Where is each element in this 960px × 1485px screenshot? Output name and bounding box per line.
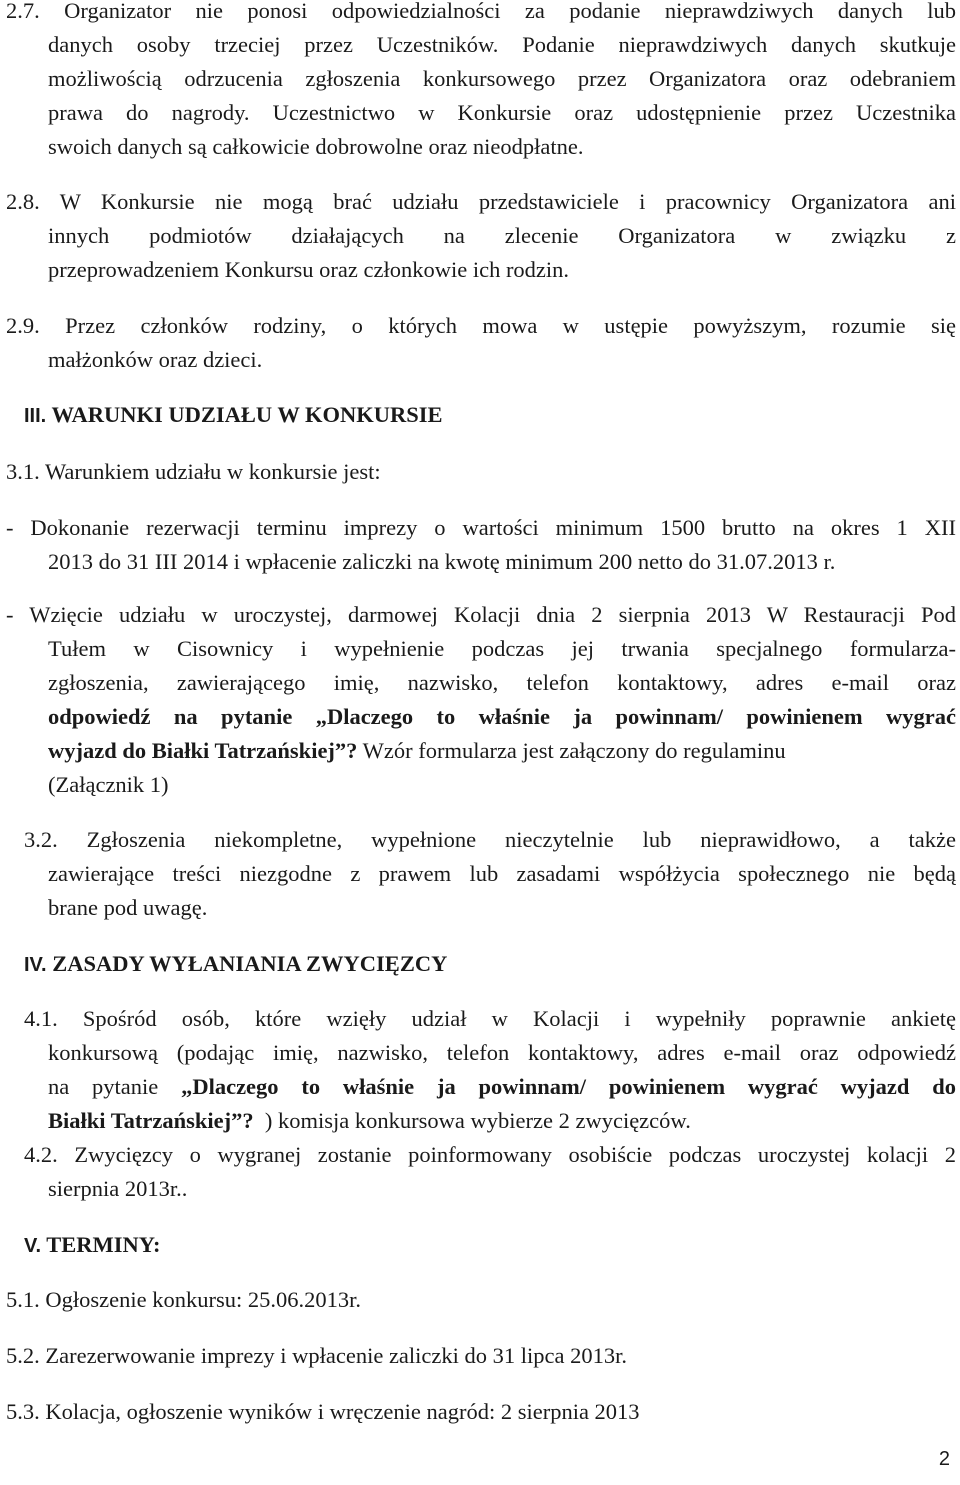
paragraph-line: brane pod uwagę.	[48, 895, 208, 920]
paragraph-line: przeprowadzeniem Konkursu oraz członkowie ich rodzin.	[48, 257, 570, 282]
term-5-2	[6, 1339, 627, 1373]
paragraph-line: Tułem w Cisownicy i wypełnienie podczas jej trwania specjalnego formularza-	[48, 636, 956, 661]
paragraph-line	[6, 1070, 956, 1104]
section-title: TERMINY:	[46, 1232, 161, 1257]
section-number: III.	[24, 405, 47, 427]
paragraph-line	[6, 1104, 956, 1138]
paragraph-line	[6, 734, 956, 768]
paragraph-line: 3.1. Warunkiem udziału w konkursie jest:	[6, 459, 381, 484]
condition-item-1	[6, 511, 956, 579]
paragraph-line: małżonków oraz dzieci.	[48, 347, 263, 372]
paragraph-line: 2.7. Organizator nie ponosi odpowiedzialności za podanie nieprawdziwych danych lub	[6, 0, 956, 23]
term-text: 5.1. Ogłoszenie konkursu: 25.06.2013r.	[6, 1287, 361, 1312]
term-text: 5.3. Kolacja, ogłoszenie wyników i wręczenie nagród: 2 sierpnia 2013	[6, 1399, 640, 1424]
paragraph-line: - Dokonanie rezerwacji terminu imprezy o wartości minimum 1500 brutto na okres 1 XII	[6, 515, 956, 540]
section-heading-iii	[24, 398, 443, 432]
section-heading-v	[24, 1228, 160, 1262]
paragraph-line: 4.2. Zwycięzcy o wygranej zostanie poinformowany osobiście podczas uroczystej kolacji 2	[24, 1142, 956, 1167]
inline-text: na pytanie	[48, 1074, 182, 1099]
page-number: 2	[938, 1448, 950, 1470]
paragraph-line: 2013 do 31 III 2014 i wpłacenie zaliczki na kwotę minimum 200 netto do 31.07.2013 r.	[48, 549, 836, 574]
paragraph-2-9	[6, 309, 956, 377]
paragraph-line: 4.1. Spośród osób, które wzięły udział w Kolacji i wypełniły poprawnie ankietę	[24, 1006, 956, 1031]
section-title: WARUNKI UDZIAŁU W KONKURSIE	[51, 402, 443, 427]
paragraph-line: zawierające treści niezgodne z prawem lub zasadami współżycia społecznego nie będą	[48, 861, 956, 886]
paragraph-line: zgłoszenia, zawierającego imię, nazwisko, telefon kontaktowy, adres e-mail oraz	[48, 670, 956, 695]
paragraph-line: danych osoby trzeciej przez Uczestników. Podanie nieprawdziwych danych skutkuje	[48, 32, 956, 57]
inline-text: ) komisja konkursowa wybierze 2 zwycięzców.	[253, 1108, 691, 1133]
section-title: ZASADY WYŁANIANIA ZWYCIĘZCY	[52, 951, 448, 976]
paragraph-4-2	[6, 1138, 956, 1206]
paragraph-line: - Wzięcie udziału w uroczystej, darmowej Kolacji dnia 2 sierpnia 2013 W Restauracji Pod	[6, 602, 956, 627]
bold-question: Białki Tatrzańskiej”?	[48, 1108, 254, 1133]
bold-question: wyjazd do Białki Tatrzańskiej”?	[48, 738, 358, 763]
paragraph-line: konkursową (podając imię, nazwisko, telefon kontaktowy, adres e-mail oraz odpowiedź	[48, 1040, 956, 1065]
paragraph-3-1	[6, 455, 381, 489]
paragraph-line: możliwością odrzucenia zgłoszenia konkursowego przez Organizatora oraz odebraniem	[48, 66, 956, 91]
paragraph-line: (Załącznik 1)	[48, 772, 169, 797]
paragraph-line: sierpnia 2013r..	[48, 1176, 188, 1201]
paragraph-line: 2.9. Przez członków rodziny, o których mowa w ustępie powyższym, rozumie się	[6, 313, 956, 338]
section-number: V.	[24, 1235, 42, 1257]
inline-text: Wzór formularza jest załączony do regulaminu	[357, 738, 786, 763]
paragraph-line: 2.8. W Konkursie nie mogą brać udziału przedstawiciele i pracownicy Organizatora ani	[6, 189, 956, 214]
paragraph-line: 3.2. Zgłoszenia niekompletne, wypełnione nieczytelnie lub nieprawidłowo, a także	[24, 827, 956, 852]
term-5-1	[6, 1283, 361, 1317]
paragraph-line: swoich danych są całkowicie dobrowolne oraz nieodpłatne.	[48, 134, 584, 159]
paragraph-2-8	[6, 185, 956, 287]
paragraph-4-1	[6, 1002, 956, 1138]
term-5-3	[6, 1395, 640, 1429]
section-number: IV.	[24, 954, 47, 976]
paragraph-line: innych podmiotów działających na zlecenie Organizatora w związku z	[48, 223, 956, 248]
term-text: 5.2. Zarezerwowanie imprezy i wpłacenie zaliczki do 31 lipca 2013r.	[6, 1343, 627, 1368]
paragraph-line: odpowiedź na pytanie „Dlaczego to właśnie ja powinnam/ powinienem wygrać	[48, 704, 956, 729]
paragraph-2-7	[6, 0, 956, 164]
bold-question: „Dlaczego to właśnie ja powinnam/ powinienem wygrać wyjazd do	[181, 1074, 956, 1099]
paragraph-line: prawa do nagrody. Uczestnictwo w Konkursie oraz udostępnienie przez Uczestnika	[48, 100, 956, 125]
paragraph-3-2	[6, 823, 956, 925]
condition-item-2	[6, 598, 956, 802]
section-heading-iv	[24, 947, 447, 981]
